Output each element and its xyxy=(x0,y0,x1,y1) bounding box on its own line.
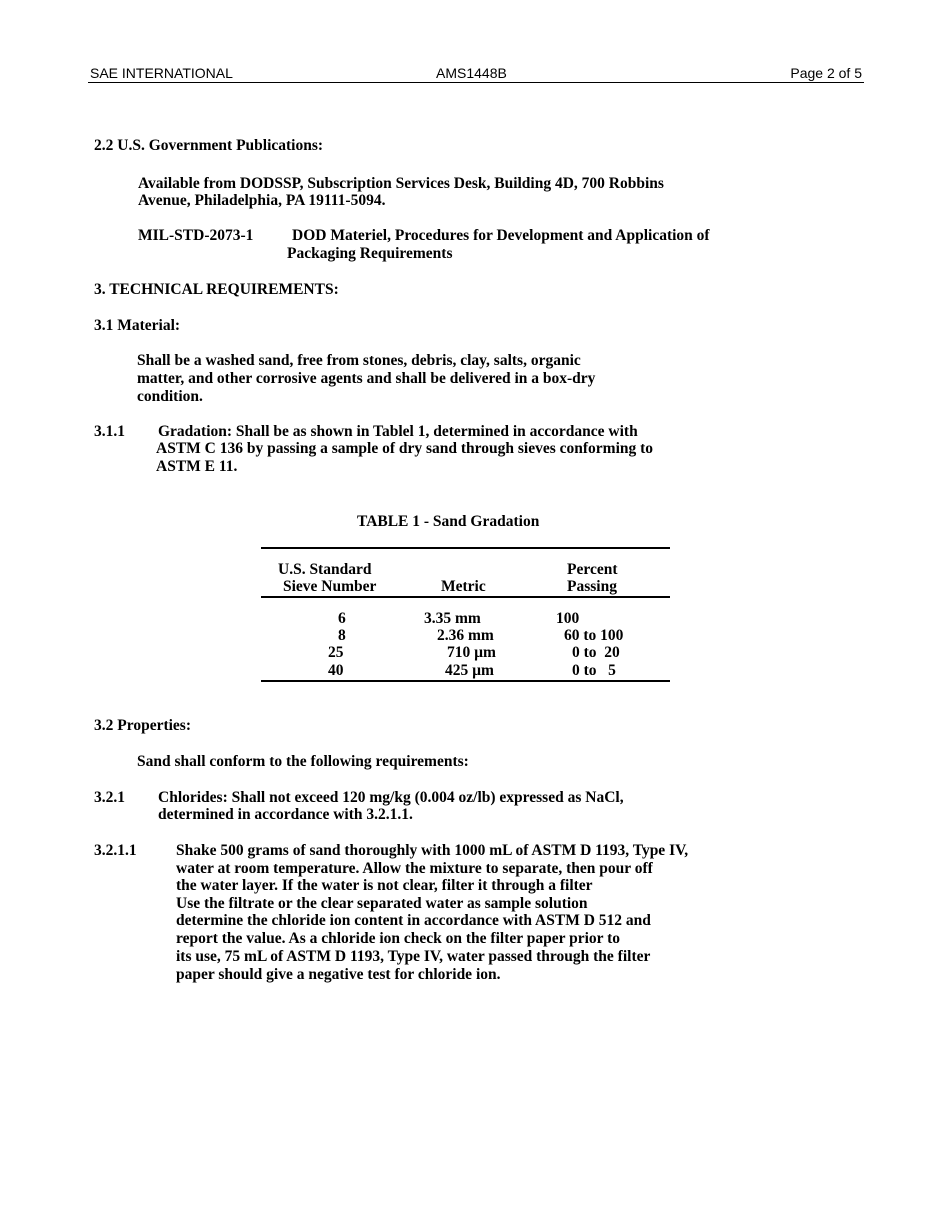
section-3-1-heading: 3.1 Material: xyxy=(94,317,181,334)
section-3-heading: 3. TECHNICAL REQUIREMENTS: xyxy=(94,281,339,298)
section-3-2-1-line1: Chlorides: Shall not exceed 120 mg/kg (0.004 oz/lb) expressed as NaCl, xyxy=(158,789,624,806)
section-3-2-1-1-line7: its use, 75 mL of ASTM D 1193, Type IV, water passed through the filter xyxy=(176,948,651,965)
header-document-number: AMS1448B xyxy=(436,65,507,81)
section-3-1-line1: Shall be a washed sand, free from stones, debris, clay, salts, organic xyxy=(137,352,581,369)
table-top-rule xyxy=(261,547,670,549)
cell-sieve: 6 xyxy=(338,610,346,627)
page-header xyxy=(88,64,864,83)
section-3-2-1-1-line3: the water layer. If the water is not clear, filter it through a filter xyxy=(176,877,593,894)
cell-sieve: 25 xyxy=(328,644,344,661)
table-bottom-rule xyxy=(261,680,670,682)
section-2-2-heading: 2.2 U.S. Government Publications: xyxy=(94,137,324,154)
standard-title-line1: DOD Materiel, Procedures for Development and Application of xyxy=(292,227,710,244)
cell-passing: 60 to 100 xyxy=(564,627,624,644)
col-header-percent-line2: Passing xyxy=(567,578,617,595)
col-header-metric: Metric xyxy=(441,578,486,595)
section-2-2-para-line1: Available from DODSSP, Subscription Services Desk, Building 4D, 700 Robbins xyxy=(138,175,664,192)
cell-passing: 0 to 5 xyxy=(572,662,616,679)
col-header-sieve-line1: U.S. Standard xyxy=(278,561,372,578)
section-3-2-1-1-line5: determine the chloride ion content in accordance with ASTM D 512 and xyxy=(176,912,651,929)
cell-metric: 3.35 mm xyxy=(424,610,481,627)
cell-metric: 425 µm xyxy=(445,662,494,679)
cell-passing: 0 to 20 xyxy=(572,644,620,661)
col-header-sieve-line2: Sieve Number xyxy=(283,578,377,595)
section-3-1-line3: condition. xyxy=(137,388,203,405)
standard-title-line2: Packaging Requirements xyxy=(287,245,453,262)
section-3-2-1-line2: determined in accordance with 3.2.1.1. xyxy=(158,806,413,823)
cell-passing: 100 xyxy=(556,610,580,627)
section-3-1-1-line1: Gradation: Shall be as shown in Tablel 1, determined in accordance with xyxy=(158,423,638,440)
section-3-1-1-number: 3.1.1 xyxy=(94,423,125,440)
section-3-2-1-1-number: 3.2.1.1 xyxy=(94,842,137,859)
cell-metric: 710 µm xyxy=(447,644,496,661)
header-page-number: Page 2 of 5 xyxy=(790,65,862,81)
section-3-2-1-1-line2: water at room temperature. Allow the mixture to separate, then pour off xyxy=(176,860,653,877)
table-header-rule xyxy=(261,596,670,598)
cell-sieve: 40 xyxy=(328,662,344,679)
section-3-2-1-1-line6: report the value. As a chloride ion check on the filter paper prior to xyxy=(176,930,621,947)
section-3-2-line1: Sand shall conform to the following requirements: xyxy=(137,753,469,770)
section-2-2-para-line2: Avenue, Philadelphia, PA 19111-5094. xyxy=(138,192,386,209)
section-3-2-1-1-line1: Shake 500 grams of sand thoroughly with 1000 mL of ASTM D 1193, Type IV, xyxy=(176,842,689,859)
section-3-2-heading: 3.2 Properties: xyxy=(94,717,191,734)
table-title: TABLE 1 - Sand Gradation xyxy=(357,513,540,530)
cell-sieve: 8 xyxy=(338,627,346,644)
cell-metric: 2.36 mm xyxy=(437,627,494,644)
section-3-1-1-line3: ASTM E 11. xyxy=(156,458,238,475)
section-3-2-1-1-line4: Use the filtrate or the clear separated water as sample solution xyxy=(176,895,588,912)
section-3-2-1-number: 3.2.1 xyxy=(94,789,125,806)
section-3-2-1-1-line8: paper should give a negative test for chloride ion. xyxy=(176,966,501,983)
section-3-1-1-line2: ASTM C 136 by passing a sample of dry sand through sieves conforming to xyxy=(156,440,654,457)
col-header-percent-line1: Percent xyxy=(567,561,618,578)
standard-id: MIL-STD-2073-1 xyxy=(138,227,254,244)
header-organization: SAE INTERNATIONAL xyxy=(90,65,233,81)
section-3-1-line2: matter, and other corrosive agents and shall be delivered in a box-dry xyxy=(137,370,596,387)
